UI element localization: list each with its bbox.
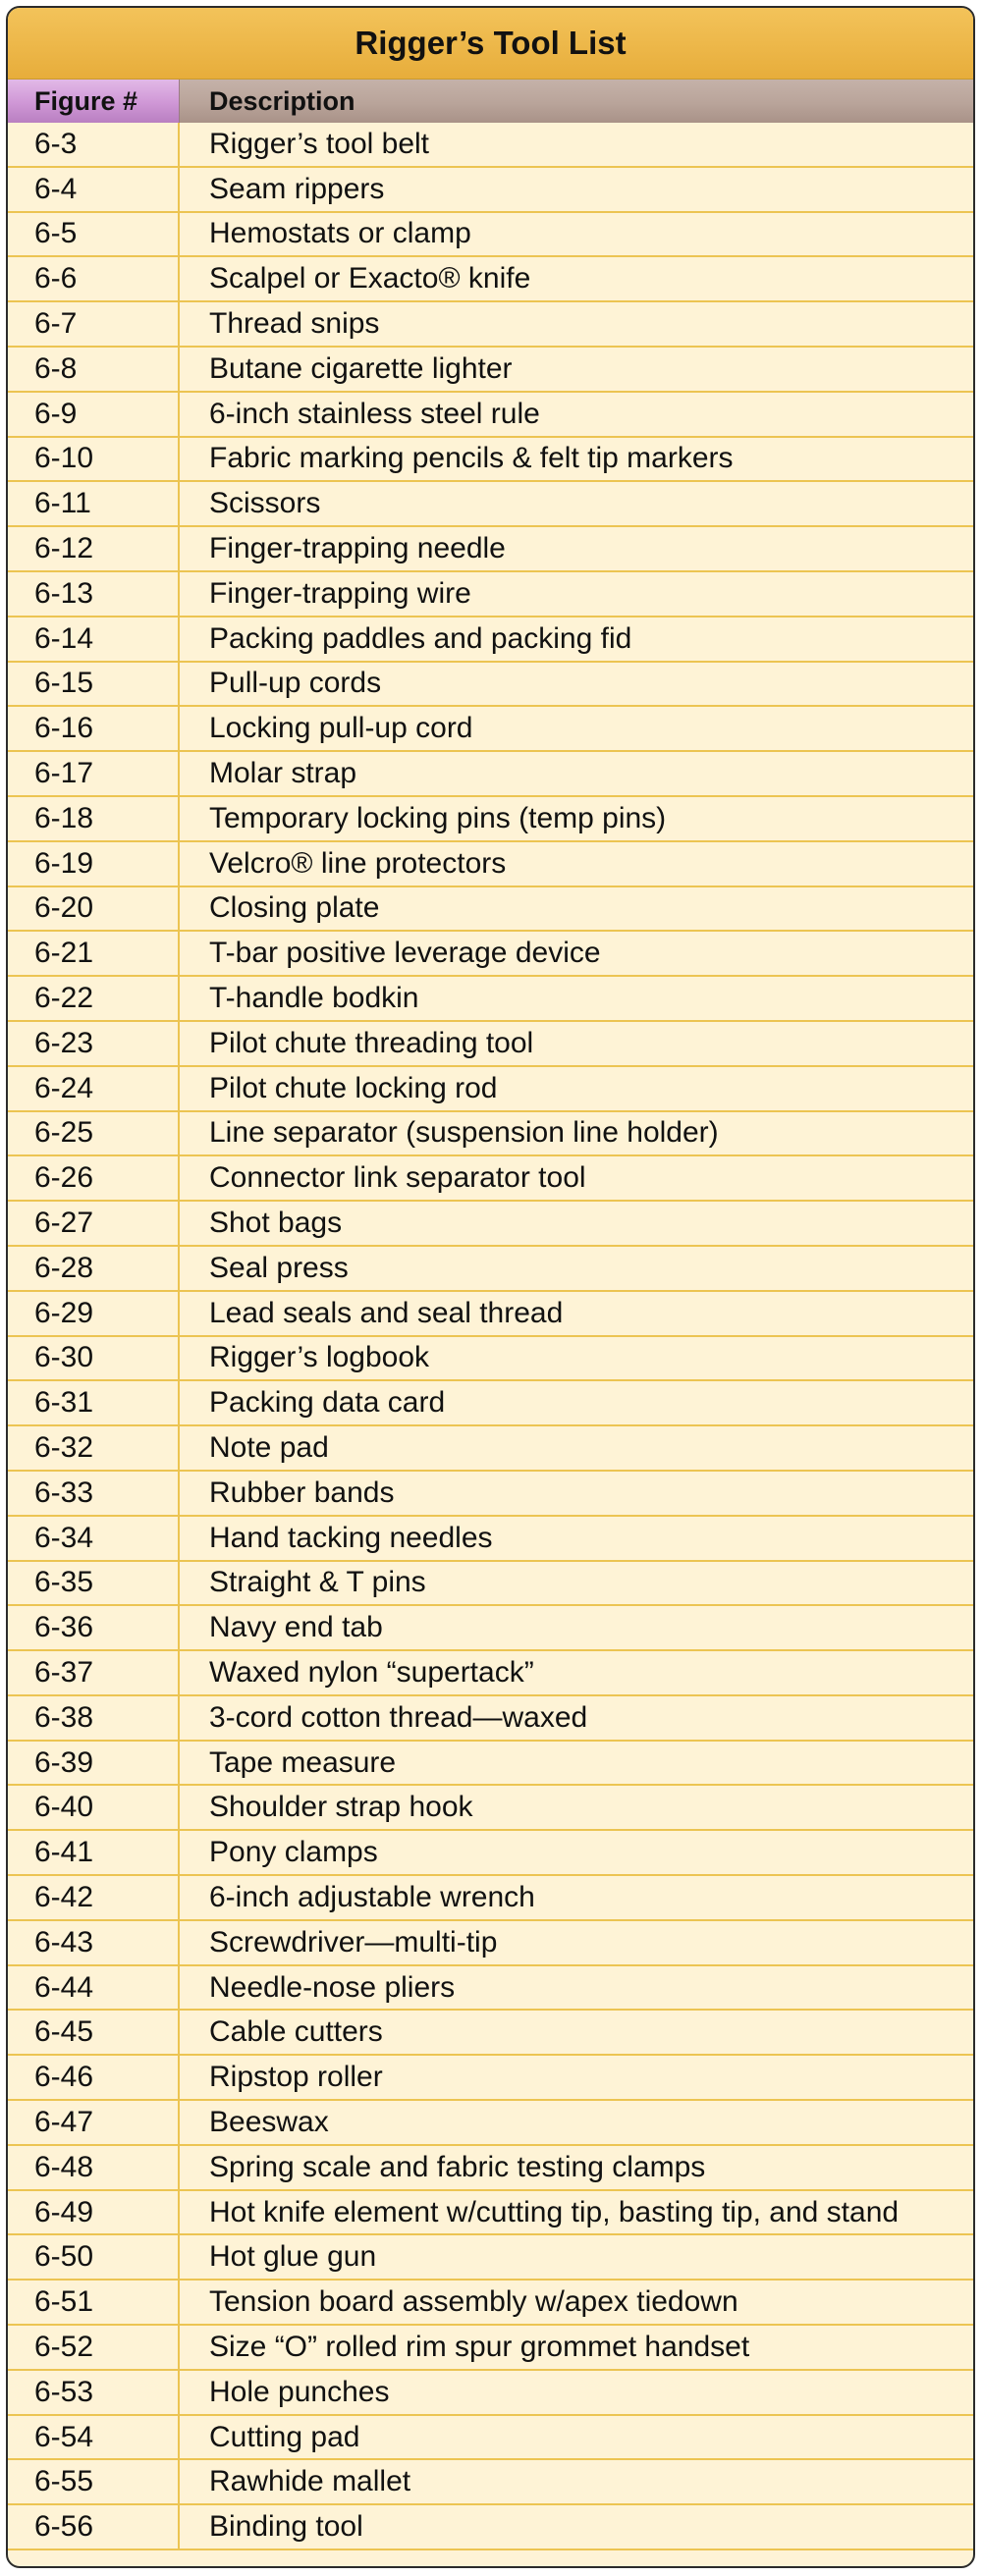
table-row <box>8 482 973 527</box>
table-row <box>8 527 973 572</box>
table-row <box>8 1381 973 1426</box>
figure-number-cell: 6-16 <box>8 707 180 750</box>
figure-number-cell: 6-54 <box>8 2416 180 2459</box>
figure-number-cell: 6-15 <box>8 663 180 706</box>
description-cell: Rubber bands <box>209 1476 395 1509</box>
figure-number-cell: 6-26 <box>8 1156 180 1200</box>
description-cell: Hand tacking needles <box>209 1521 493 1554</box>
figure-number-cell: 6-8 <box>8 348 180 391</box>
description-cell: Packing paddles and packing fid <box>209 621 632 655</box>
description-cell: Seal press <box>209 1251 349 1284</box>
figure-number-cell: 6-47 <box>8 2101 180 2144</box>
description-cell: Thread snips <box>209 307 380 341</box>
table-row <box>8 1472 973 1517</box>
table-row <box>8 1921 973 1966</box>
description-cell: Locking pull-up cord <box>209 712 473 745</box>
table-row <box>8 617 973 663</box>
table-row <box>8 1426 973 1472</box>
table-row <box>8 707 973 752</box>
table-row <box>8 1067 973 1112</box>
description-cell: Molar strap <box>209 757 357 790</box>
table-row <box>8 887 973 933</box>
figure-number-cell: 6-45 <box>8 2011 180 2054</box>
description-cell: Hole punches <box>209 2375 390 2408</box>
figure-number-cell: 6-37 <box>8 1651 180 1694</box>
figure-number-cell: 6-40 <box>8 1786 180 1829</box>
description-cell: Shoulder strap hook <box>209 1791 473 1824</box>
figure-number-cell: 6-34 <box>8 1517 180 1560</box>
description-cell: 6-inch adjustable wrench <box>209 1880 535 1913</box>
table-row <box>8 1202 973 1247</box>
figure-number-cell: 6-30 <box>8 1337 180 1380</box>
column-header-row <box>8 80 973 123</box>
figure-number-cell: 6-6 <box>8 257 180 300</box>
figure-number-cell: 6-18 <box>8 797 180 840</box>
figure-number-cell: 6-49 <box>8 2191 180 2234</box>
table-row <box>8 932 973 977</box>
description-cell: Binding tool <box>209 2510 363 2544</box>
figure-number-cell: 6-13 <box>8 572 180 616</box>
description-cell: Seam rippers <box>209 172 385 205</box>
table-row <box>8 1966 973 2012</box>
table-title: Rigger’s Tool List <box>8 8 973 80</box>
table-row <box>8 2460 973 2505</box>
table-row <box>8 438 973 483</box>
figure-number-cell: 6-36 <box>8 1606 180 1649</box>
table-row <box>8 2146 973 2191</box>
description-cell: Connector link separator tool <box>209 1161 586 1195</box>
description-cell: Tension board assembly w/apex tiedown <box>209 2285 738 2319</box>
table-row <box>8 663 973 708</box>
table-row <box>8 1022 973 1067</box>
table-row <box>8 348 973 393</box>
description-cell: Note pad <box>209 1431 329 1464</box>
description-cell: Waxed nylon “supertack” <box>209 1655 534 1689</box>
description-cell: Screwdriver—multi-tip <box>209 1925 498 1959</box>
description-cell: Line separator (suspension line holder) <box>209 1116 719 1150</box>
table-row <box>8 752 973 797</box>
table-row <box>8 572 973 617</box>
table-row <box>8 1831 973 1876</box>
table-row <box>8 1651 973 1696</box>
description-cell: 6-inch stainless steel rule <box>209 397 540 430</box>
figure-number-cell: 6-51 <box>8 2281 180 2324</box>
figure-number-cell: 6-32 <box>8 1426 180 1470</box>
column-header-description: Description <box>209 85 355 116</box>
table-row <box>8 1696 973 1742</box>
description-cell: 3-cord cotton thread—waxed <box>209 1700 588 1734</box>
description-cell: Tape measure <box>209 1745 397 1779</box>
figure-number-cell: 6-22 <box>8 977 180 1020</box>
table-row <box>8 977 973 1022</box>
figure-number-cell: 6-43 <box>8 1921 180 1964</box>
description-cell: Pilot chute locking rod <box>209 1071 498 1104</box>
figure-number-cell: 6-10 <box>8 438 180 481</box>
description-cell: Shot bags <box>209 1207 343 1240</box>
description-cell: Rigger’s tool belt <box>209 127 430 160</box>
figure-number-cell: 6-11 <box>8 482 180 525</box>
description-cell: T-handle bodkin <box>209 982 419 1015</box>
table-row <box>8 1156 973 1202</box>
figure-number-cell: 6-20 <box>8 887 180 931</box>
table-row <box>8 2416 973 2461</box>
figure-number-cell: 6-41 <box>8 1831 180 1874</box>
figure-number-cell: 6-23 <box>8 1022 180 1065</box>
description-cell: Butane cigarette lighter <box>209 351 513 385</box>
description-cell: Fabric marking pencils & felt tip markers <box>209 442 734 475</box>
description-cell: Straight & T pins <box>209 1566 426 1599</box>
table-row <box>8 1786 973 1831</box>
description-cell: Spring scale and fabric testing clamps <box>209 2150 706 2183</box>
figure-number-cell: 6-48 <box>8 2146 180 2189</box>
description-cell: Size “O” rolled rim spur grommet handset <box>209 2330 750 2363</box>
table-row <box>8 797 973 842</box>
figure-number-cell: 6-31 <box>8 1381 180 1424</box>
description-cell: Navy end tab <box>209 1611 383 1644</box>
table-row <box>8 1247 973 1292</box>
table-row <box>8 2281 973 2326</box>
description-cell: Rawhide mallet <box>209 2465 411 2498</box>
table-row <box>8 168 973 213</box>
description-cell: Finger-trapping wire <box>209 576 471 610</box>
riggers-tool-table <box>6 6 975 2568</box>
description-cell: Velcro® line protectors <box>209 846 507 880</box>
description-cell: Temporary locking pins (temp pins) <box>209 801 667 834</box>
description-cell: Hot glue gun <box>209 2240 377 2274</box>
description-cell: Lead seals and seal thread <box>209 1296 564 1329</box>
figure-number-cell: 6-4 <box>8 168 180 211</box>
description-cell: Cable cutters <box>209 2015 383 2049</box>
description-cell: Closing plate <box>209 891 380 925</box>
table-row <box>8 257 973 302</box>
description-cell: Cutting pad <box>209 2420 360 2453</box>
table-row <box>8 1742 973 1787</box>
figure-number-cell: 6-3 <box>8 123 180 166</box>
description-cell: Scalpel or Exacto® knife <box>209 262 531 295</box>
description-cell: Beeswax <box>209 2105 329 2138</box>
description-cell: Hemostats or clamp <box>209 217 471 250</box>
column-header-figure: Figure # <box>8 80 180 123</box>
description-cell: Finger-trapping needle <box>209 532 506 565</box>
table-row <box>8 2191 973 2236</box>
figure-number-cell: 6-33 <box>8 1472 180 1515</box>
table-row <box>8 1337 973 1382</box>
figure-number-cell: 6-28 <box>8 1247 180 1290</box>
figure-number-cell: 6-25 <box>8 1112 180 1155</box>
figure-number-cell: 6-50 <box>8 2235 180 2279</box>
table-row <box>8 1517 973 1562</box>
description-cell: Scissors <box>209 487 321 520</box>
description-cell: Hot knife element w/cutting tip, basting tip, and stand <box>209 2195 900 2228</box>
table-row <box>8 1606 973 1651</box>
figure-number-cell: 6-9 <box>8 393 180 436</box>
description-cell: Ripstop roller <box>209 2061 383 2094</box>
table-row <box>8 302 973 348</box>
table-row <box>8 2326 973 2371</box>
table-row <box>8 213 973 258</box>
figure-number-cell: 6-5 <box>8 213 180 256</box>
figure-number-cell: 6-55 <box>8 2460 180 2503</box>
table-row <box>8 2505 973 2550</box>
figure-number-cell: 6-7 <box>8 302 180 346</box>
table-row <box>8 842 973 887</box>
figure-number-cell: 6-52 <box>8 2326 180 2369</box>
table-body <box>8 123 973 2550</box>
figure-number-cell: 6-35 <box>8 1562 180 1605</box>
table-row <box>8 2235 973 2281</box>
figure-number-cell: 6-39 <box>8 1742 180 1785</box>
figure-number-cell: 6-46 <box>8 2056 180 2099</box>
figure-number-cell: 6-44 <box>8 1966 180 2010</box>
figure-number-cell: 6-21 <box>8 932 180 975</box>
table-row <box>8 123 973 168</box>
figure-number-cell: 6-38 <box>8 1696 180 1740</box>
table-row <box>8 1292 973 1337</box>
description-cell: Packing data card <box>209 1386 446 1420</box>
description-cell: Pony clamps <box>209 1836 378 1869</box>
table-row <box>8 1876 973 1921</box>
description-cell: Needle-nose pliers <box>209 1970 456 2004</box>
table-row <box>8 1562 973 1607</box>
figure-number-cell: 6-42 <box>8 1876 180 1919</box>
figure-number-cell: 6-14 <box>8 617 180 661</box>
figure-number-cell: 6-24 <box>8 1067 180 1110</box>
figure-number-cell: 6-27 <box>8 1202 180 1245</box>
figure-number-cell: 6-53 <box>8 2371 180 2414</box>
description-cell: Rigger’s logbook <box>209 1341 430 1374</box>
figure-number-cell: 6-19 <box>8 842 180 886</box>
figure-number-cell: 6-56 <box>8 2505 180 2549</box>
figure-number-cell: 6-29 <box>8 1292 180 1335</box>
table-row <box>8 2056 973 2101</box>
table-row <box>8 393 973 438</box>
table-row <box>8 2011 973 2056</box>
table-row <box>8 2371 973 2416</box>
table-row <box>8 2101 973 2146</box>
description-cell: Pull-up cords <box>209 667 382 700</box>
figure-number-cell: 6-12 <box>8 527 180 570</box>
table-row <box>8 1112 973 1157</box>
description-cell: Pilot chute threading tool <box>209 1026 534 1059</box>
description-cell: T-bar positive leverage device <box>209 937 601 970</box>
figure-number-cell: 6-17 <box>8 752 180 795</box>
